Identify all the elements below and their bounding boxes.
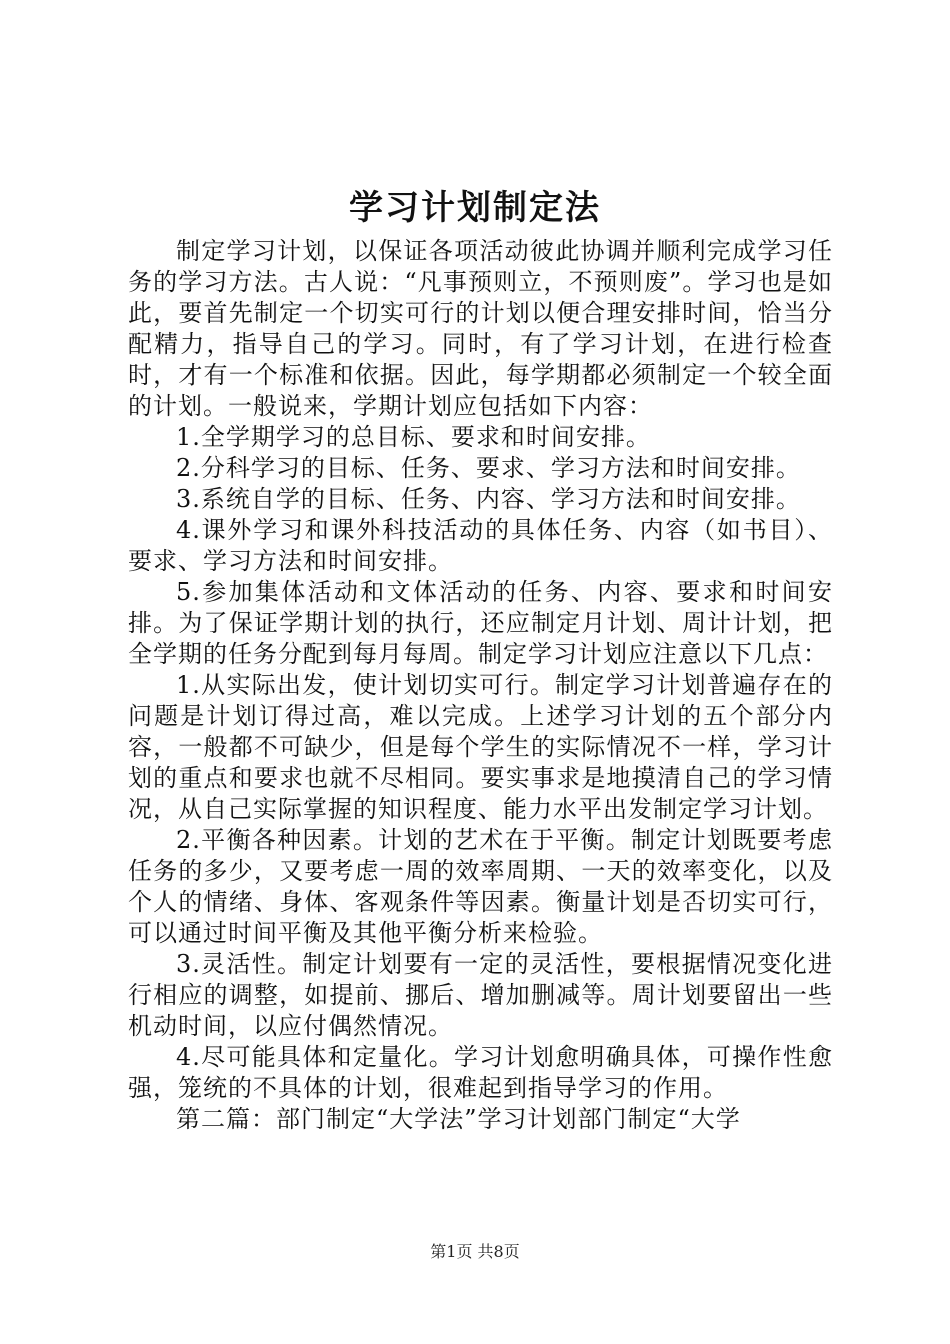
paragraph-point-3: 3.灵活性。制定计划要有一定的灵活性，要根据情况变化进行相应的调整，如提前、挪后、增加删减等。周计划要留出一些机动时间，以应付偶然情况。 [128,950,833,1040]
document-title: 学习计划制定法 [349,188,601,228]
paragraph-item-5: 5.参加集体活动和文体活动的任务、内容、要求和时间安排。为了保证学期计划的执行，还应制定月计划、周计计划，把全学期的任务分配到每月每周。制定学习计划应注意以下几点： [128,578,833,668]
paragraph-point-2: 2.平衡各种因素。计划的艺术在于平衡。制定计划既要考虑任务的多少，又要考虑一周的效率周期、一天的效率变化，以及个人的情绪、身体、客观条件等因素。衡量计划是否切实可行，可以通过时间平衡及其他平衡分析来检验。 [128,826,833,947]
paragraph-intro: 制定学习计划，以保证各项活动彼此协调并顺利完成学习任务的学习方法。古人说：“凡事预则立，不预则废”。学习也是如此，要首先制定一个切实可行的计划以便合理安排时间，恰当分配精力，指导自己的学习。同时，有了学习计划，在进行检查时，才有一个标准和依据。因此，每学期都必须制定一个较全面的计划。一般说来，学期计划应包括如下内容： [128,237,833,420]
paragraph-item-1: 1.全学期学习的总目标、要求和时间安排。 [176,423,651,451]
paragraph-point-1: 1.从实际出发，使计划切实可行。制定学习计划普遍存在的问题是计划订得过高，难以完成。上述学习计划的五个部分内容，一般都不可缺少，但是每个学生的实际情况不一样，学习计划的重点和要求也就不尽相同。要实事求是地摸清自己的学习情况，从自己实际掌握的知识程度、能力水平出发制定学习计划。 [128,671,833,823]
paragraph-point-4: 4.尽可能具体和定量化。学习计划愈明确具体，可操作性愈强，笼统的不具体的计划，很难起到指导学习的作用。 [128,1043,833,1102]
paragraph-next-section: 第二篇：部门制定“大学法”学习计划部门制定“大学 [176,1105,741,1133]
paragraph-item-2: 2.分科学习的目标、任务、要求、学习方法和时间安排。 [176,454,801,482]
document-body [128,236,833,1135]
page-footer: 第1页 共8页 [430,1242,520,1261]
paragraph-item-4: 4.课外学习和课外科技活动的具体任务、内容（如书目）、要求、学习方法和时间安排。 [128,516,833,575]
paragraph-item-3: 3.系统自学的目标、任务、内容、学习方法和时间安排。 [176,485,801,513]
